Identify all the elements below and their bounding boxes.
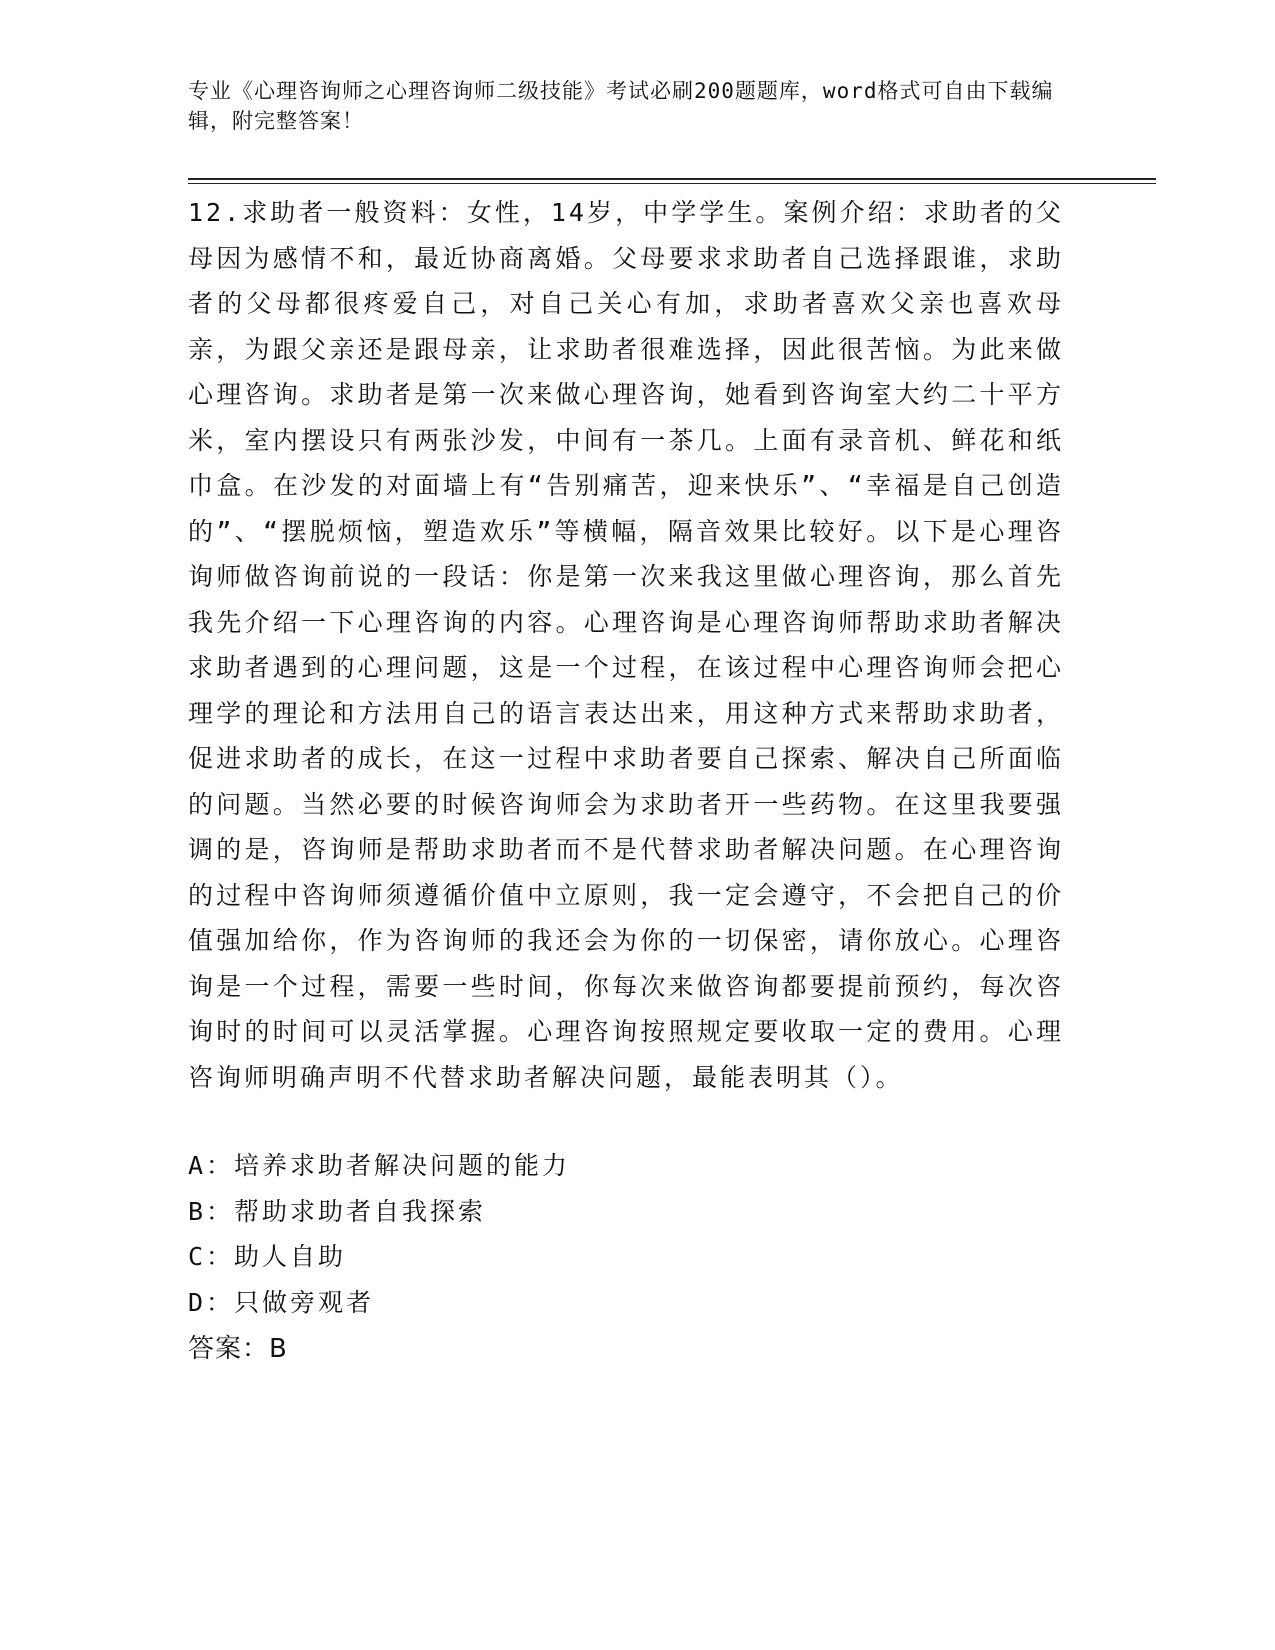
header-divider-thick — [188, 178, 1156, 180]
options-list — [188, 1143, 1064, 1325]
header-divider-thin — [188, 183, 1156, 184]
question-text: 12.求助者一般资料：女性，14岁，中学学生。案例介绍：求助者的父母因为感情不和，最近协商离婚。父母要求求助者自己选择跟谁，求助者的父母都很疼爱自己，对自己关心有加，求助者喜欢父亲也喜欢母亲，为跟父亲还是跟母亲，让求助者很难选择，因此很苦恼。为此来做心理咨询。求助者是第一次来做心理咨询，她看到咨询室大约二十平方米，室内摆设只有两张沙发，中间有一茶几。上面有录音机、鲜花和纸巾盒。在沙发的对面墙上有“告别痛苦，迎来快乐”、“幸福是自己创造的”、“摆脱烦恼，塑造欢乐”等横幅，隔音效果比较好。以下是心理咨询师做咨询前说的一段话：你是第一次来我这里做心理咨询，那么首先我先介绍一下心理咨询的内容。心理咨询是心理咨询师帮助求助者解决求助者遇到的心理问题，这是一个过程，在该过程中心理咨询师会把心理学的理论和方法用自己的语言表达出来，用这种方式来帮助求助者，促进求助者的成长，在这一过程中求助者要自己探索、解决自己所面临的问题。当然必要的时候咨询师会为求助者开一些药物。在这里我要强调的是，咨询师是帮助求助者而不是代替求助者解决问题。在心理咨询的过程中咨询师须遵循价值中立原则，我一定会遵守，不会把自己的价值强加给你，作为咨询师的我还会为你的一切保密，请你放心。心理咨询是一个过程，需要一些时间，你每次来做咨询都要提前预约，每次咨询时的时间可以灵活掌握。心理咨询按照规定要收取一定的费用。心理咨询师明确声明不代替求助者解决问题，最能表明其（）。 — [188, 198, 1064, 1092]
option-b: B：帮助求助者自我探索 — [188, 1196, 487, 1226]
option-c: C：助人自助 — [188, 1242, 347, 1271]
document-header: 专业《心理咨询师之心理咨询师二级技能》考试必刷200题题库，word格式可自由下载编辑，附完整答案！ — [188, 79, 1054, 133]
option-d: D：只做旁观者 — [188, 1287, 375, 1317]
answer-line: 答案：B — [188, 1334, 288, 1364]
option-a: A：培养求助者解决问题的能力 — [188, 1151, 571, 1180]
